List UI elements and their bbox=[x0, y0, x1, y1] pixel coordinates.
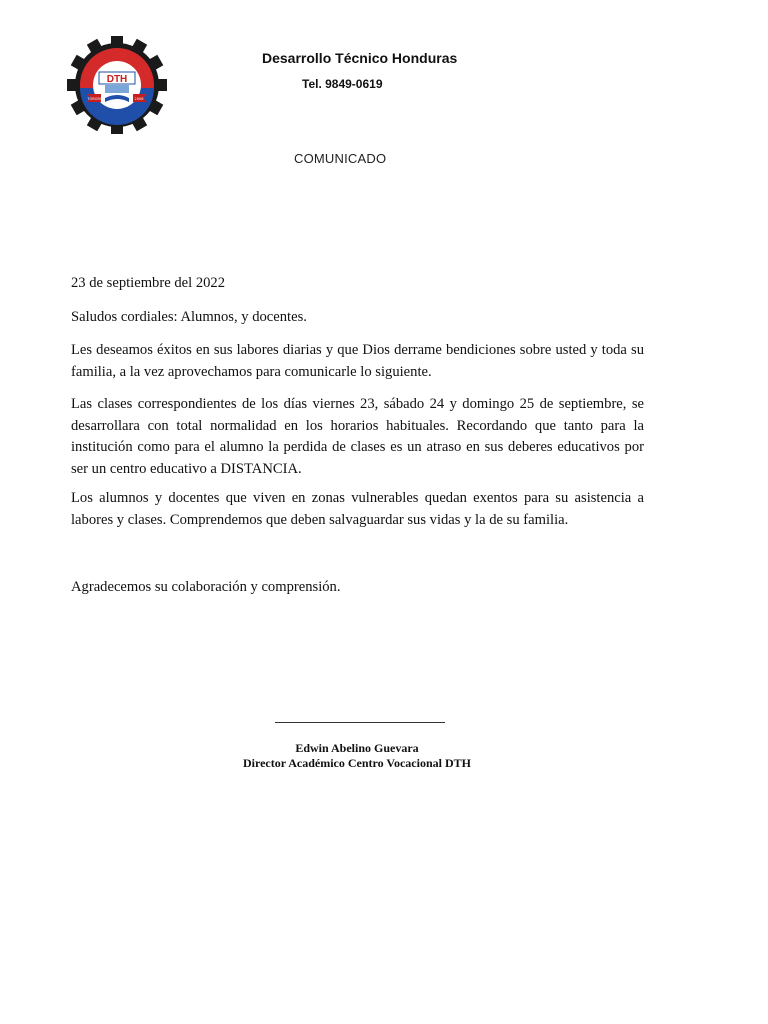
paragraph: Los alumnos y docentes que viven en zonas vulnerables quedan exentos para su asistencia a labores y clases. Comprendemos que deben salvaguardar sus vidas y la de su familia. bbox=[71, 490, 644, 528]
closing-line: Agradecemos su colaboración y comprensión. bbox=[71, 579, 341, 595]
paragraph: Las clases correspondientes de los días viernes 23, sábado 24 y domingo 25 de septiembre, se desarrollara con total normalidad en los horarios habituales. Recordando que tanto para la institución como para el alumno la perdida de clases es un atraso en sus deberes educativos por ser un centro educativo a DISTANCIA. bbox=[71, 396, 644, 477]
document-date: 23 de septiembre del 2022 bbox=[71, 275, 226, 291]
signatory-name: Edwin Abelino Guevara bbox=[295, 741, 419, 755]
organization-phone: Tel. 9849-0619 bbox=[302, 77, 383, 91]
signature-line bbox=[275, 722, 445, 723]
logo-ribbon-left: TORORO bbox=[87, 97, 103, 101]
dth-logo-seal-icon bbox=[65, 36, 169, 134]
signatory-role: Director Académico Centro Vocacional DTH bbox=[243, 756, 471, 770]
paragraph: Les deseamos éxitos en sus labores diarias y que Dios derrame bendiciones sobre usted y toda su familia, a la vez aprovechamos para comunicarle lo siguiente. bbox=[71, 342, 644, 380]
greeting: Saludos cordiales: Alumnos, y docentes. bbox=[71, 309, 307, 325]
logo-ribbon-right: 2006 bbox=[134, 97, 144, 101]
logo-center-text: DTH bbox=[106, 74, 128, 85]
document-title: COMUNICADO bbox=[294, 151, 387, 166]
organization-name: Desarrollo Técnico Honduras bbox=[262, 50, 458, 66]
